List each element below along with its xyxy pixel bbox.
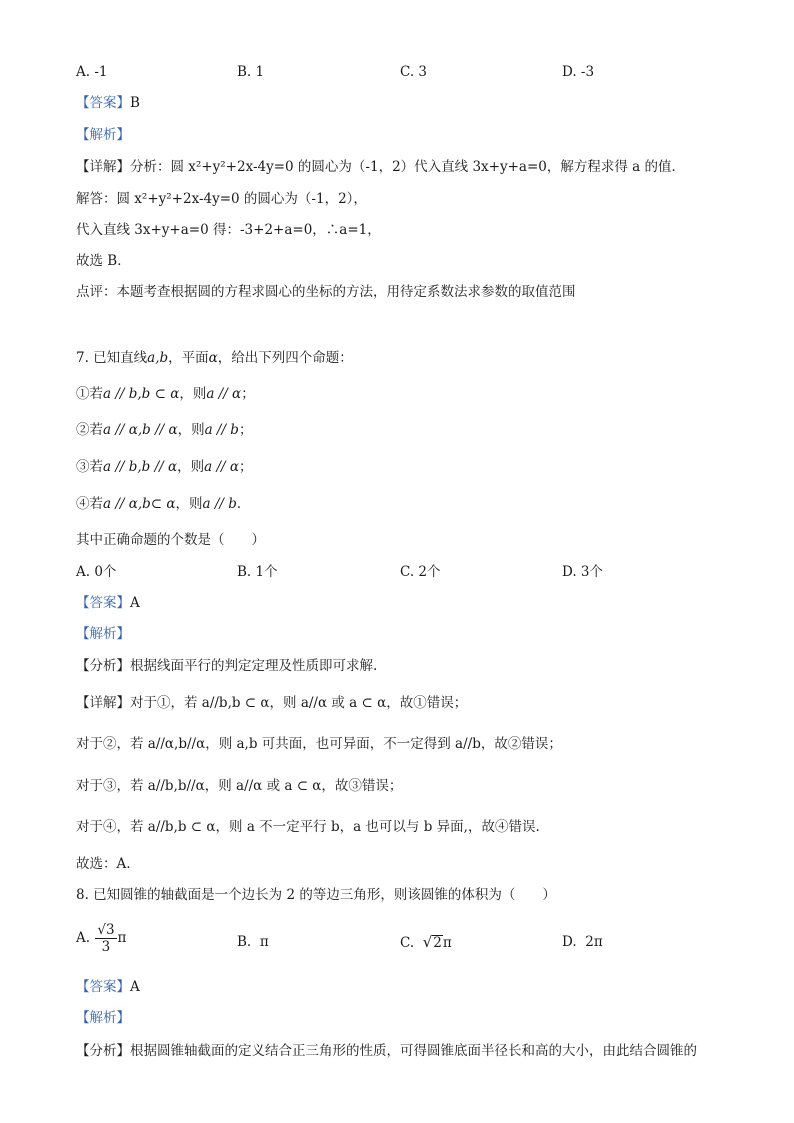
prop-then: ，则 (177, 459, 205, 475)
q8-option-d (562, 932, 603, 952)
q7-stem (76, 348, 353, 368)
q7-detail-3: 对于③，若 a//b,b//α，则 a//α 或 a ⊂ α，故③错误； (76, 778, 403, 794)
q6-detail-line4: 故选 B． (76, 253, 131, 269)
q6-detail-line5: 点评：本题考查根据圆的方程求圆心的坐标的方法，用待定系数法求参数的取值范围 (76, 284, 576, 300)
prop-prefix: ③若 (76, 459, 103, 475)
prop-end: ； (241, 386, 255, 402)
prop-end: ． (236, 496, 251, 512)
q7-option-a: A. 0个 (76, 564, 117, 580)
q7-detail-2: 对于②，若 a//α,b//α，则 a,b 可共面，也可异面，不一定得到 a//b，故②错误； (76, 736, 562, 752)
fenxi-tag: 【分析】 (76, 658, 130, 674)
q8-analysis-tag: 【解析】 (76, 1010, 130, 1026)
stem-text-mid: ，平面 (168, 350, 209, 366)
prop-prefix: ②若 (76, 422, 103, 438)
prop-end: ； (238, 422, 253, 438)
option-label: B. (237, 934, 252, 950)
fenxi-text: 根据圆锥轴截面的定义结合正三角形的性质，可得圆锥底面半径长和高的大小，由此结合圆锥的 (130, 1043, 697, 1059)
radical-sign: √ (422, 933, 433, 951)
detail-text: 对于①，若 a//b,b ⊂ α，则 a//α 或 a ⊂ α，故①错误； (130, 695, 468, 711)
q7-proposition-3 (76, 457, 252, 477)
stem-vars: a,b (147, 350, 169, 366)
prop-then: ，则 (175, 496, 203, 512)
detail-text: 分析：圆 x²+y²+2x-4y=0 的圆心为（-1，2）代入直线 3x+y+a=0，解方程求得 a 的值． (130, 159, 685, 175)
prop-prefix: ④若 (76, 496, 103, 512)
answer-tag: 【答案】 (76, 95, 130, 111)
fenxi-text: 根据线面平行的判定定理及性质即可求解. (130, 658, 378, 674)
detail-tag: 【详解】 (76, 159, 130, 175)
q6-option-b: B. 1 (237, 64, 265, 80)
prop-conclusion: a // α (206, 386, 242, 402)
q6-answer-line (76, 93, 140, 113)
stem-alpha: α (208, 350, 218, 366)
q7-conclusion: 故选：A. (76, 856, 131, 872)
prop-condition: a // b,b ⊂ α (103, 386, 180, 402)
q7-option-b: B. 1个 (237, 564, 278, 580)
q8-option-a (76, 922, 126, 955)
q6-option-c: C. 3 (400, 64, 428, 80)
answer-value: B (130, 95, 140, 111)
prop-condition: a // α,b⊂ α (103, 496, 176, 512)
prop-conclusion: a // b (202, 496, 237, 512)
q8-option-b (237, 932, 269, 952)
prop-end: ； (238, 459, 253, 475)
q8-option-c (400, 932, 452, 953)
prop-condition: a // α,b // α (103, 422, 178, 438)
q7-option-d: D. 3个 (562, 564, 604, 580)
q6-detail-line1 (76, 157, 685, 177)
q7-proposition-1 (76, 384, 255, 404)
pi-symbol: π (442, 935, 452, 951)
q6-detail-line2: 解答：圆 x²+y²+2x-4y=0 的圆心为（-1，2）， (76, 191, 367, 207)
prop-prefix: ①若 (76, 386, 103, 402)
pi-symbol: π (117, 930, 127, 946)
q7-option-c: C. 2个 (400, 564, 441, 580)
answer-value: A (130, 595, 140, 611)
stem-text: 7. 已知直线 (76, 350, 148, 366)
fraction-numerator: √3 (97, 922, 115, 938)
option-value: π (259, 934, 269, 950)
q6-detail-line3: 代入直线 3x+y+a=0 得：-3+2+a=0，∴a=1， (76, 222, 381, 238)
q7-detail-4: 对于④，若 a//b,b ⊂ α，则 a 不一定平行 b，a 也可以与 b 异面,，故④错误. (76, 819, 540, 835)
fraction-denominator: 3 (101, 939, 111, 955)
option-value: 2π (585, 934, 603, 950)
answer-tag: 【答案】 (76, 979, 130, 995)
fenxi-tag: 【分析】 (76, 1043, 130, 1059)
prop-conclusion: a // α (204, 459, 239, 475)
option-label: D. (562, 934, 577, 950)
option-label: A. (76, 930, 91, 946)
q7-detail-1 (76, 693, 467, 713)
q7-fenxi-line (76, 656, 377, 676)
q8-answer-line (76, 977, 140, 997)
q7-analysis-tag: 【解析】 (76, 626, 130, 642)
prop-then: ，则 (177, 422, 205, 438)
q7-answer-line (76, 593, 140, 613)
radicand: 2 (433, 935, 442, 951)
prop-conclusion: a // b (204, 422, 239, 438)
q6-option-a: A. -1 (76, 64, 108, 80)
detail-tag: 【详解】 (76, 695, 130, 711)
fraction (95, 922, 116, 955)
q8-fenxi-line (76, 1041, 697, 1061)
q7-proposition-2 (76, 420, 252, 440)
q7-proposition-4 (76, 494, 250, 514)
q7-question: 其中正确命题的个数是（ ） (76, 532, 265, 548)
q6-option-d: D. -3 (562, 64, 595, 80)
answer-tag: 【答案】 (76, 595, 130, 611)
answer-value: A (130, 979, 140, 995)
q6-analysis-tag: 【解析】 (76, 127, 130, 143)
prop-condition: a // b,b // α (103, 459, 178, 475)
prop-then: ，则 (179, 386, 207, 402)
stem-text-post: ，给出下列四个命题： (217, 350, 353, 366)
q8-stem: 8. 已知圆锥的轴截面是一个边长为 2 的等边三角形，则该圆锥的体积为（ ） (76, 887, 556, 903)
option-label: C. (400, 935, 415, 951)
